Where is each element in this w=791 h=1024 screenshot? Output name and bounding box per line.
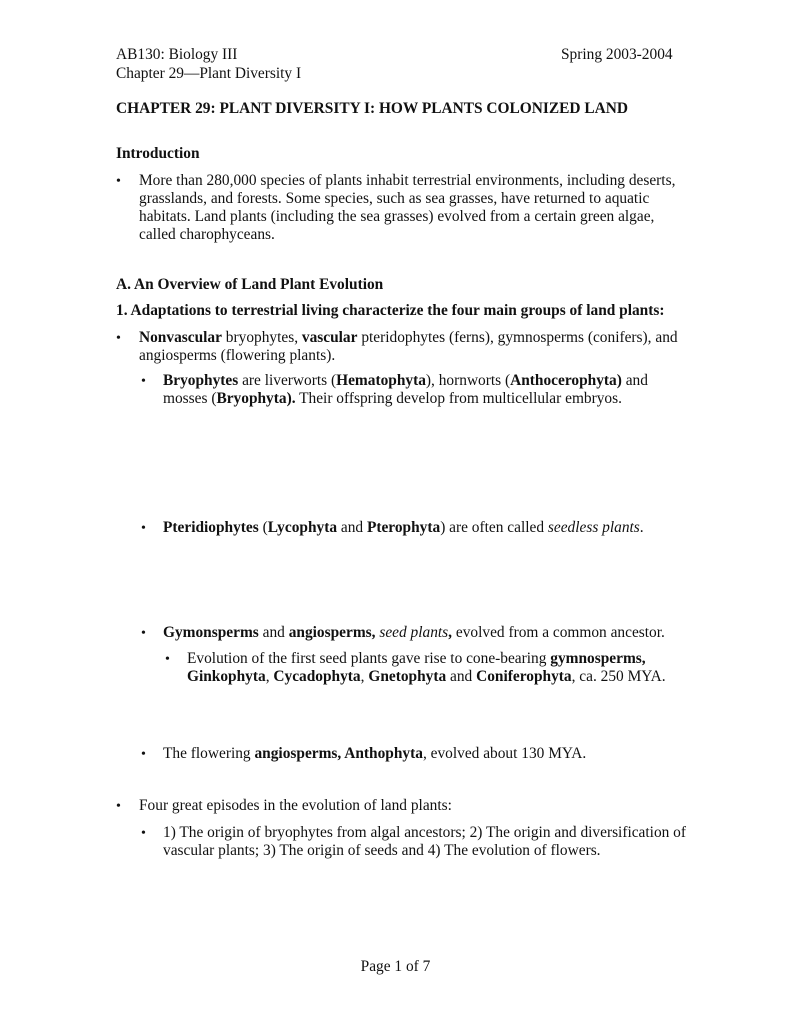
bryophytes-paragraph: Bryophytes are liverworts (Hematophyta), hornworts (Anthocerophyta) and mosses (Bryophyta). Their offspring develop from multicellular embryos.	[163, 372, 648, 407]
bullet-icon: •	[165, 652, 170, 667]
episodes-paragraph: 1) The origin of bryophytes from algal ancestors; 2) The origin and diversification of vascular plants; 3) The origin of seeds and 4) The evolution of flowers.	[163, 824, 687, 859]
text-line: grasslands, and forests. Some species, such as sea grasses, have returned to aquatic	[139, 190, 650, 207]
chapter-name: Chapter 29—Plant Diversity I	[116, 65, 302, 82]
text-line: called charophyceans.	[139, 226, 275, 243]
angiosperms-paragraph: The flowering angiosperms, Anthophyta, evolved about 130 MYA.	[163, 745, 587, 762]
bullet-icon: •	[141, 747, 146, 762]
introduction-heading: Introduction	[116, 145, 200, 162]
introduction-paragraph	[139, 172, 675, 244]
bullet-icon: •	[116, 799, 121, 814]
term-label: Spring 2003-2004	[561, 46, 673, 63]
bullet-icon: •	[141, 626, 146, 641]
gymnosperms-paragraph: Evolution of the first seed plants gave rise to cone-bearing gymnosperms, Ginkophyta, Cycadophyta, Gnetophyta and Coniferophyta, ca. 250 MYA.	[187, 650, 666, 685]
term-vascular: vascular	[301, 329, 358, 346]
section-a-heading: A. An Overview of Land Plant Evolution	[116, 276, 384, 293]
term-nonvascular: Nonvascular	[139, 329, 222, 346]
seed-plants-paragraph: Gymonsperms and angiosperms, seed plants, evolved from a common ancestor.	[163, 624, 665, 641]
bullet-icon: •	[141, 521, 146, 536]
bullet-icon: •	[141, 374, 146, 389]
bullet-icon: •	[141, 826, 146, 841]
bullet-icon: •	[116, 174, 121, 189]
course-name: AB130: Biology III	[116, 46, 238, 63]
text-line: More than 280,000 species of plants inhabit terrestrial environments, including deserts,	[139, 172, 676, 189]
pteridiophytes-paragraph: Pteridiophytes (Lycophyta and Pterophyta) are often called seedless plants.	[163, 519, 644, 536]
bullet-icon: •	[116, 331, 121, 346]
plant-groups-paragraph: Nonvascular bryophytes, vascular pteridophytes (ferns), gymnosperms (conifers), and angiosperms (flowering plants).	[139, 329, 678, 364]
episodes-intro: Four great episodes in the evolution of land plants:	[139, 797, 452, 814]
document-header-left	[116, 46, 301, 84]
page-title: CHAPTER 29: PLANT DIVERSITY I: HOW PLANTS COLONIZED LAND	[116, 100, 628, 117]
page-number: Page 1 of 7	[360, 958, 431, 975]
text-line: habitats. Land plants (including the sea grasses) evolved from a certain green algae,	[139, 208, 655, 225]
subsection-1-heading: 1. Adaptations to terrestrial living characterize the four main groups of land plants:	[116, 302, 665, 319]
